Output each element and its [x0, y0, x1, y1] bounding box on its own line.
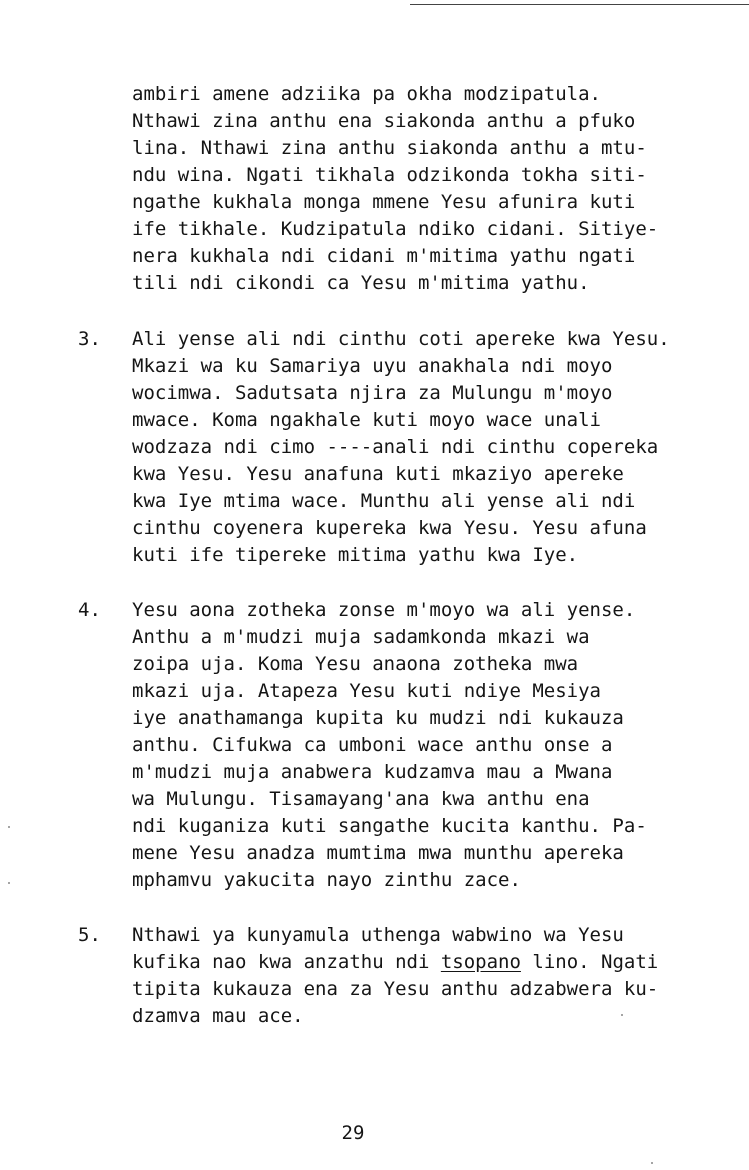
paragraph-line: mene Yesu anadza mumtima mwa munthu apereka [132, 842, 624, 864]
item-number-4: 4. [78, 599, 101, 621]
paragraph-line: tili ndi cikondi ca Yesu m'mitima yathu. [132, 272, 590, 294]
paragraph-line: ambiri amene adziika pa okha modzipatula. [132, 83, 601, 105]
paragraph-line: Yesu aona zotheka zonse m'moyo wa ali yense. [132, 599, 636, 621]
page-number: 29 [341, 1122, 365, 1144]
paragraph-line: ndi kuganiza kuti sangathe kucita kanthu. Pa- [132, 815, 647, 837]
paragraph-line: nera kukhala ndi cidani m'mitima yathu ngati [132, 245, 636, 267]
paragraph-line: Mkazi wa ku Samariya uyu anakhala ndi moyo [132, 355, 613, 377]
item-5-paragraph [132, 922, 692, 1030]
paragraph-line: kwa Yesu. Yesu anafuna kuti mkaziyo apereke [132, 463, 624, 485]
paragraph-line: Nthawi zina anthu ena siakonda anthu a pfuko [132, 110, 636, 132]
paragraph-line: iye anathamanga kupita ku mudzi ndi kukauza [132, 707, 624, 729]
item-3-paragraph [132, 326, 692, 569]
paragraph-line: ife tikhale. Kudzipatula ndiko cidani. Sitiye- [132, 218, 659, 240]
paragraph-line: kwa Iye mtima wace. Munthu ali yense ali ndi [132, 490, 636, 512]
line-text: kufika nao kwa anzathu ndi [132, 951, 441, 973]
paragraph-line: cinthu coyenera kupereka kwa Yesu. Yesu afuna [132, 517, 647, 539]
paragraph-line: mphamvu yakucita nayo zinthu zace. [132, 869, 521, 891]
paragraph-line: m'mudzi muja anabwera kudzamva mau a Mwana [132, 761, 613, 783]
line-text: lino. Ngati [520, 951, 659, 973]
paragraph-line: Anthu a m'mudzi muja sadamkonda mkazi wa [132, 626, 590, 648]
paragraph-line: kuti ife tipereke mitima yathu kwa Iye. [132, 544, 579, 566]
margin-speck [8, 826, 10, 828]
paragraph-line: zoipa uja. Koma Yesu anaona zotheka mwa [132, 653, 579, 675]
top-edge-rule [410, 4, 749, 5]
margin-speck [8, 882, 10, 884]
paragraph-line: wodzaza ndi cimo ----anali ndi cinthu copereka [132, 436, 659, 458]
paragraph-line: lina. Nthawi zina anthu siakonda anthu a mtu- [132, 137, 647, 159]
paragraph-line: wa Mulungu. Tisamayang'ana kwa anthu ena [132, 788, 590, 810]
paragraph-line: ndu wina. Ngati tikhala odzikonda tokha siti- [132, 164, 647, 186]
paragraph-line: dzamva mau ace. [132, 1005, 304, 1027]
paragraph-line: Nthawi ya kunyamula uthenga wabwino wa Yesu [132, 924, 624, 946]
margin-speck [651, 1162, 653, 1164]
item-number-5: 5. [78, 924, 101, 946]
paragraph-line: tipita kukauza ena za Yesu anthu adzabwera ku- [132, 978, 659, 1000]
margin-speck [621, 1014, 623, 1016]
item-4-paragraph [132, 597, 692, 894]
underlined-word: tsopano [440, 951, 521, 973]
paragraph-line: mwace. Koma ngakhale kuti moyo wace unali [132, 409, 601, 431]
item-number-3: 3. [78, 328, 101, 350]
paragraph-line: anthu. Cifukwa ca umboni wace anthu onse a [132, 734, 613, 756]
paragraph-line: ngathe kukhala monga mmene Yesu afunira kuti [132, 191, 636, 213]
paragraph-line: wocimwa. Sadutsata njira za Mulungu m'moyo [132, 382, 613, 404]
paragraph-line [132, 949, 692, 976]
paragraph-line: Ali yense ali ndi cinthu coti apereke kwa Yesu. [132, 328, 670, 350]
paragraph-line: mkazi uja. Atapeza Yesu kuti ndiye Mesiya [132, 680, 601, 702]
intro-paragraph [132, 81, 692, 297]
